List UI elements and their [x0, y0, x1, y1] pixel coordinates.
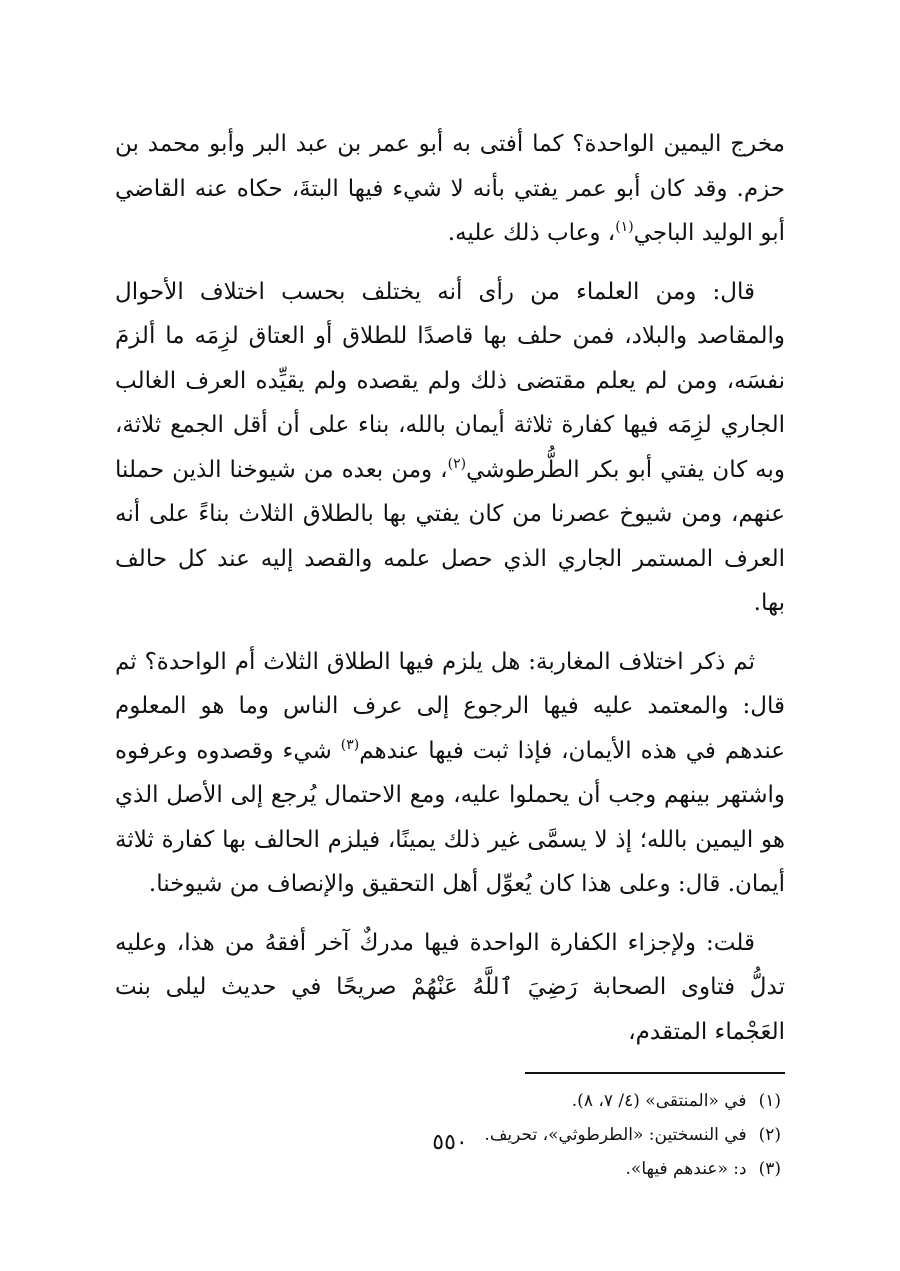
main-text	[115, 122, 785, 1054]
footnote-text: د: «عندهم فيها».	[625, 1159, 747, 1179]
paragraph	[115, 270, 785, 626]
text-run: مخرج اليمين الواحدة؟ كما أفتى به أبو عمر بن عبد البر وأبو محمد بن حزم. وقد كان أبو عمر يفتي بأنه لا شيء فيها البتةَ، حكاه عنه القاضي أبو الوليد الباجي	[115, 131, 785, 246]
footnote	[115, 1084, 785, 1118]
footnote-marker: (٢)	[447, 455, 467, 472]
page-number: ٥٥٠	[432, 1130, 468, 1155]
text-run: قلت: ولإجزاء الكفارة الواحدة فيها مدركٌ آخر أفقهُ من هذا، وعليه تدلُّ فتاوى الصحابة رَضِيَ ٱللَّهُ عَنْهُمْ صريحًا في حديث ليلى بنت العَجْماء المتقدم،	[115, 929, 785, 1045]
paragraph	[115, 122, 785, 256]
footnote-text: في النسختين: «الطرطوثي»، تحريف.	[484, 1125, 747, 1145]
paragraph	[115, 921, 785, 1055]
text-run: ثم ذكر اختلاف المغاربة: هل يلزم فيها الطلاق الثلاث أم الواحدة؟ ثم قال: والمعتمد عليه فيها الرجوع إلى عرف الناس وما هو المعلوم عندهم في هذه الأيمان، فإذا ثبت فيها عندهم	[115, 648, 785, 764]
text-run: ، ومن بعده من شيوخنا الذين حملنا عنهم، ومن شيوخ عصرنا من كان يفتي بها بالطلاق الثلاث بناءً على أنه العرف المستمر الجاري الذي حصل علمه والقصد إليه عند كل حالف بها.	[115, 456, 785, 616]
footnote-number: (١)	[758, 1091, 781, 1111]
text-run: قال: ومن العلماء من رأى أنه يختلف بحسب اختلاف الأحوال والمقاصد والبلاد، فمن حلف بها قاصدًا للطلاق أو العتاق لزِمَه ما ألزمَ نفسَه، ومن لم يعلم مقتضى ذلك ولم يقصده ولم يقيِّده العرف الغالب الجاري لزِمَه فيها كفارة ثلاثة أيمان بالله، بناء على أن أقل الجمع ثلاثة، وبه كان يفتي أبو بكر الطُّرطوشي	[115, 278, 785, 483]
footnote-number: (٣)	[758, 1159, 781, 1179]
text-run: شيء وقصدوه وعرفوه واشتهر بينهم وجب أن يحملوا عليه، ومع الاحتمال يُرجع إلى الأصل الذي هو اليمين بالله؛ إذ لا يسمَّى غير ذلك يمينًا، فيلزم الحالف بها كفارة ثلاثة أيمان. قال: وعلى هذا كان يُعوِّل أهل التحقيق والإنصاف من شيوخنا.	[115, 737, 785, 897]
paragraph	[115, 640, 785, 907]
footnote	[115, 1152, 785, 1186]
text-run: ، وعاب ذلك عليه.	[447, 220, 616, 246]
footnote-number: (٢)	[758, 1125, 781, 1145]
footnote-text: في «المنتقى» (٤/ ٧، ٨).	[571, 1091, 747, 1111]
footnote-separator	[525, 1072, 785, 1074]
page-body	[115, 122, 785, 1222]
footnote-marker: (٣)	[340, 736, 360, 753]
footnote-marker: (١)	[615, 219, 634, 235]
